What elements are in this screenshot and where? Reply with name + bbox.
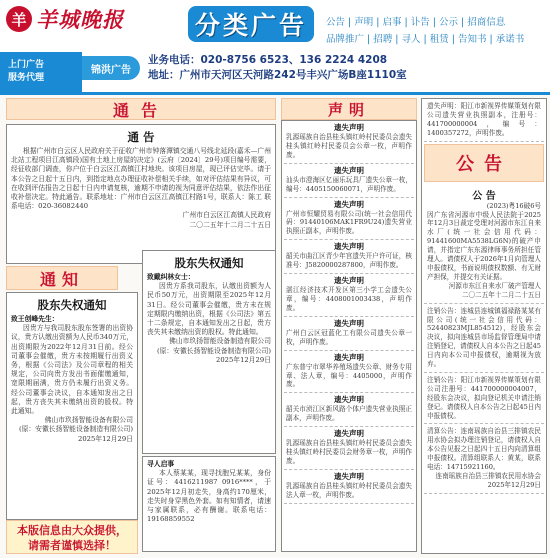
service-line-2: 服务代理 — [8, 73, 45, 83]
missing-title: 寻人启事 — [147, 460, 175, 468]
shareholder-date: 2025年12月29日 — [216, 355, 271, 364]
notice-title: 通 告 — [127, 130, 155, 144]
category-line-2: 品牌推广 | 招聘 | 寻人 | 租赁 | 告知书 | 承诺书 — [326, 34, 525, 45]
list-item: 注销公告：连城县连城镇福禄路某某有限公司(统一社会信用代码：52440823MJL854512)，经股东会决议，拟向连城县市场监督管理局申请注销登记，请债权人自本公告之日起45日内向本公司申报债权，逾期视为放弃。 — [424, 304, 544, 373]
tongzhi-addressee: 致王创峰先生： — [11, 315, 59, 323]
service-line-1: 上门广告 — [8, 60, 45, 70]
shareholder-notice-ad — [142, 250, 276, 454]
list-item: 遗失声明 韶关市浈江区新风路个体户遗失营业执照正副本，声明作废。 — [284, 393, 414, 427]
disclaimer-banner — [6, 520, 138, 554]
left-column — [6, 98, 276, 554]
category-line-1: 公告 | 声明 | 启事 | 讣告 | 公示 | 招商信息 — [326, 17, 506, 28]
contact-info — [148, 53, 544, 83]
section-head-notice: 通告 — [6, 98, 276, 120]
disclaimer-line-2: 请需者谨慎选择！ — [28, 539, 116, 552]
category-list — [326, 14, 544, 48]
shareholder-signer: 佛山市玖扬智能设备制造有限公司 — [169, 337, 271, 346]
announcement-body: 因广东省河源市中级人民法院于2025年12月3日裁定受理对河源市东江自来水厂(统一社会信用代码：91441600MA5538LG6N)的破产申请，并指定广东东源律师事务所担任管理人。请债权人于2026年1月向管理人申报债权，书面说明债权数额、有无财产担保，并提交有关证据。 — [427, 210, 541, 281]
right-ads — [421, 98, 547, 554]
announcement-case-no: (2023)粤16破6号 — [486, 201, 541, 210]
last-date: 2025年12月29日 — [487, 480, 541, 489]
tongzhi-ad — [6, 292, 138, 520]
announcement-date: 二〇二五年十二月二十五日 — [461, 290, 541, 299]
list-item: 遗失声明 乳源瑶族自治县桂头镇红岭村民委员会遗失桂头镇红岭村民委员会公章一枚，声明作废。 — [284, 121, 414, 164]
section-head-announcement: 公告 — [424, 144, 544, 182]
announcement-signer: 河源市东江自来水厂破产管理人 — [448, 281, 541, 290]
tongzhi-body: 因贵方与我司股东股东签署的出资协议，贵方认缴出资额为人民币340万元，出资期限为2022年12月31日前。经公司董事会催缴，贵方未按期履行出资义务，根据《公司法》及公司章程的相关规定，公司向贵方发出书面催缴通知，宽限期届满，贵方仍未履行出资义务。经公司董事会决议，自本通知发出之日起，贵方丧失其未缴纳出资的股权。特此通知。 — [11, 324, 133, 416]
notice-date: 二〇二五年十二月二十五日 — [189, 220, 271, 229]
list-item: 遗失声明 韶关市曲江区青少年宫遗失开户许可证，核准号：J5820000287800，声明作废。 — [284, 240, 414, 274]
middle-column — [281, 98, 417, 554]
section-head-statement: 声明 — [281, 98, 417, 120]
ram-logo-icon: 羊 — [6, 6, 32, 32]
tongzhi-date: 2025年12月29日 — [78, 434, 133, 443]
missing-body: 本人蔡某某，现寻找胞兄某某，身份证号：4416211987 0916****，于2025年12月初走失，身高约170厘米，走失时身穿黑色外套。如有知情者，请速与家属联系，必有酬谢。联系电话：19168859552 — [147, 469, 271, 524]
list-item: 遗失声明 广州白云区冠蓝化工有限公司遗失公章一枚，声明作废。 — [284, 317, 414, 351]
tongzhi-signer: 佛山市玖扬智能设备有限公司 — [44, 416, 133, 425]
shareholder-title: 股东失权通知 — [174, 256, 244, 270]
page-header — [0, 0, 550, 92]
contact-phone: 业务电话：020-8756 6523、136 2224 4208 — [148, 54, 388, 66]
notice-body: 根据广州市白云区人民政府关于征收广州市钟落潭镇交通八号线北延段(嘉禾—广州北站工程项目江高镇段)国有土地上房屋的决定》(云府〔2024〕29号)项目编号需要，经征收部门调查，你户位于白云区江高镇江村地块。该项目房屋，现已评估完毕。请于本公告之日起十五日内，到指定地点办理征收补偿相关手续，如对评估结果有异议，可在收到评估报告之日起十日内申请复核，逾期不申请的视为同意评估结果，依法作出征收补偿决定。特此通告。联系地址：广州市白云区江高镇江村路1号，联系人：陈工 联系电话：020-36082440 — [11, 147, 271, 211]
shareholder-signer-2: (原：安徽长扬智能设备制造有限公司) — [156, 346, 271, 355]
list-item: 遗失声明 广州市恒耀贸易有限公司(统一社会信用代码：91440106MAK1FR9U24)遗失营业执照正副本，声明作废。 — [284, 198, 414, 241]
right-column — [421, 98, 547, 554]
header-rule — [0, 92, 550, 95]
missing-person-ad — [142, 456, 276, 552]
last-signer: 连南瑶族自治县三排镇农民用水协会 — [435, 472, 541, 480]
shareholder-body: 因贵方系我司股东，认缴出资额为人民币50万元，出资期限至2025年12月31日。经公司董事会催缴，贵方未在规定期限内缴纳出资，根据《公司法》第五十二条规定，自本通知发出之日起，贵方丧失其未缴纳出资的股权。特此通知。 — [147, 282, 271, 337]
classified-ads-banner: 分类广告 — [188, 6, 314, 42]
list-item: 遗失声明 广东普宁市翠华养殖场遗失公章、财务专用章、法人章，编号：4405000，声明作废。 — [284, 351, 414, 394]
shareholder-addressee: 致戴纠林女士： — [147, 273, 195, 281]
contact-address: 地址：广州市天河区天河路242号丰兴广场B座1110室 — [148, 69, 407, 81]
agency-tag: 锦洪广告 — [82, 56, 140, 80]
disclaimer-line-1: 本版信息由大众提供， — [17, 524, 127, 537]
newspaper-logo — [6, 4, 141, 34]
list-item: 遗失声明：阳江市新视界传媒策划有限公司遗失营业执照副本，注册号：441700000004，编号：1400357272，声明作废。 — [424, 99, 544, 142]
list-item: 注销公告：阳江市新视界传媒策划有限公司注册号：441700000004007，经股东会决议，拟向登记机关申请注销登记。请债权人自本公告之日起45日内申报债权。 — [424, 373, 544, 425]
announcement-ad — [424, 184, 544, 304]
list-item: 遗失声明 乳源瑶族自治县桂头镇红岭村民委员会遗失法人章一枚，声明作废。 — [284, 470, 414, 504]
statement-list — [281, 120, 417, 552]
notice-ad — [6, 124, 276, 264]
list-item: 清算公告：连南瑶族自治县三排镇农民用水协会拟办理注销登记，请债权人自本公告见报之日起四十五日内向清算组申报债权。清算组联系人：黄某，联系电话：14715921160。 连南瑶族自治县三排镇农民用水协会 2025年12月29日 — [424, 424, 544, 493]
list-item: 遗失声明 湛江经济技术开发区第三小学工会遗失公章，编号：4408001003438，声明作废。 — [284, 274, 414, 317]
notice-signer: 广州市白云区江高镇人民政府 — [182, 211, 271, 220]
section-head-tongzhi: 通知 — [6, 266, 118, 290]
logo-text: 羊城晚报 — [36, 7, 124, 32]
tongzhi-signer-2: (原：安徽长扬智能设备制造有限公司) — [18, 425, 133, 434]
list-item: 遗失声明 汕头市澄海区亿丽乐玩具厂遗失公章一枚，编号：4405150060071，声明作废。 — [284, 164, 414, 198]
service-tag — [0, 52, 82, 92]
announcement-title: 公 告 — [472, 190, 496, 202]
tongzhi-title: 股东失权通知 — [37, 298, 107, 312]
list-item: 遗失声明 乳源瑶族自治县桂头镇红岭村民委员会遗失桂头镇红岭村民委员会财务章一枚，声明作废。 — [284, 427, 414, 470]
